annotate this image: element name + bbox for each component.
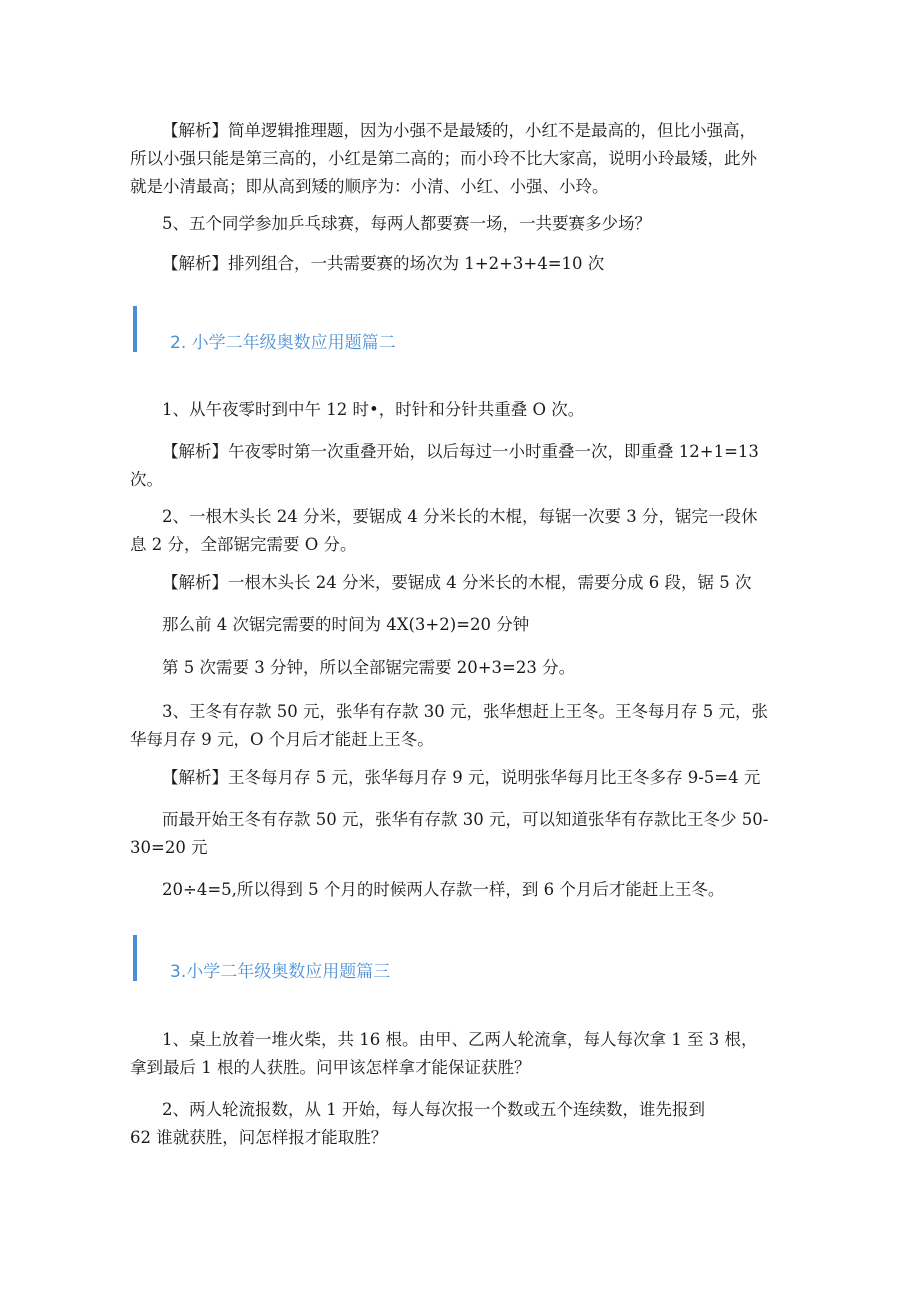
s3-question-2-line-1: 2、两人轮流报数，从 1 开始，每人每次报一个数或五个连续数，谁先报到 [162, 1100, 705, 1119]
s2-analysis-3-line-2: 而最开始王冬有存款 50 元，张华有存款 30 元，可以知道张华有存款比王冬少 50-30=20 元 [130, 810, 769, 857]
s2-analysis-2-line-1: 【解析】一根木头长 24 分米，要锯成 4 分米长的木棍，需要分成 6 段，锯 5 次 [162, 573, 752, 592]
s2-analysis-3-line-1: 【解析】王冬每月存 5 元，张华每月存 9 元，说明张华每月比王冬多存 9-5=4 元 [162, 768, 761, 787]
section-3-title: 3.小学二年级奥数应用题篇三 [170, 962, 391, 982]
section-2-title: 2. 小学二年级奥数应用题篇二 [170, 333, 396, 353]
s2-analysis-2-line-3: 第 5 次需要 3 分钟，所以全部锯完需要 20+3=23 分。 [162, 658, 576, 677]
question-5: 5、五个同学参加乒乓球赛，每两人都要赛一场，一共要赛多少场？ [162, 214, 651, 233]
s2-analysis-2-line-2: 那么前 4 次锯完需要的时间为 4X(3+2)=20 分钟 [162, 615, 530, 634]
s2-question-1: 1、从午夜零时到中午 12 时•，时针和分针共重叠 O 次。 [162, 400, 585, 419]
section-bar [133, 306, 137, 352]
analysis-q4: 【解析】简单逻辑推理题，因为小强不是最矮的，小红不是最高的，但比小强高，所以小强只能是第三高的，小红是第二高的；而小玲不比大家高，说明小玲最矮，此外就是小清最高；即从高到矮的顺序为：小清、小红、小强、小玲。 [130, 121, 757, 196]
analysis-q5: 【解析】排列组合，一共需要赛的场次为 1+2+3+4=10 次 [162, 254, 605, 273]
s2-question-3: 3、王冬有存款 50 元，张华有存款 30 元，张华想赶上王冬。王冬每月存 5 元，张华每月存 9 元，O 个月后才能赶上王冬。 [130, 702, 768, 749]
s2-question-2: 2、一根木头长 24 分米，要锯成 4 分米长的木棍，每锯一次要 3 分，锯完一段休息 2 分，全部锯完需要 O 分。 [130, 507, 758, 554]
s2-analysis-3-line-3: 20÷4=5,所以得到 5 个月的时候两人存款一样，到 6 个月后才能赶上王冬。 [162, 880, 725, 899]
s3-question-1: 1、桌上放着一堆火柴，共 16 根。由甲、乙两人轮流拿，每人每次拿 1 至 3 根，拿到最后 1 根的人获胜。问甲该怎样拿才能保证获胜？ [130, 1030, 758, 1077]
s2-analysis-1: 【解析】午夜零时第一次重叠开始，以后每过一小时重叠一次，即重叠 12+1=13 次。 [130, 442, 759, 489]
s3-question-2-line-2: 62 谁就获胜，问怎样报才能取胜？ [130, 1128, 388, 1147]
section-bar [133, 935, 137, 981]
